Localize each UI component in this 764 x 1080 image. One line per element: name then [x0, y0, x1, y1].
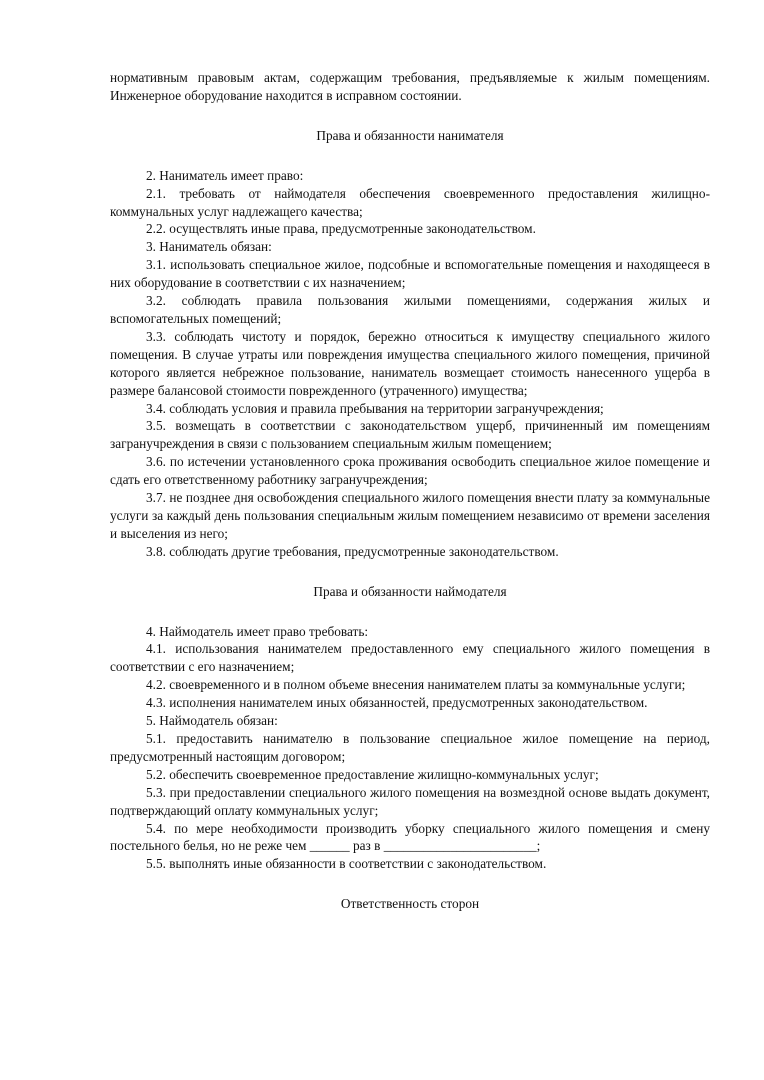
paragraph: 3.2. соблюдать правила пользования жилыми помещениями, содержания жилых и вспомогательных помещений;	[110, 293, 710, 326]
intro-paragraph: нормативным правовым актам, содержащим требования, предъявляемые к жилым помещениям. Инженерное оборудование находится в исправном состоянии.	[110, 70, 710, 103]
paragraph: 2. Наниматель имеет право:	[146, 167, 304, 183]
paragraph: 3.8. соблюдать другие требования, предусмотренные законодательством.	[146, 543, 559, 559]
paragraph: 3.5. возмещать в соответствии с законодательством ущерб, причиненный им помещениям загранучреждения в связи с пользованием специальным жилым помещением;	[110, 418, 710, 452]
paragraph: 3. Наниматель обязан:	[146, 239, 272, 255]
section-heading-landlord: Права и обязанности наймодателя	[313, 583, 507, 599]
section-heading-tenant: Права и обязанности нанимателя	[316, 127, 504, 143]
section-heading-liability: Ответственность сторон	[340, 896, 480, 912]
paragraph: 3.1. использовать специальное жилое, подсобные и вспомогательные помещения и находящееся в них оборудование в соответствии с их назначением;	[110, 257, 710, 291]
paragraph: 5.4. по мере необходимости производить уборку специального жилого помещения и смену постельного белья, но не реже чем ______ раз в _______________________;	[110, 820, 710, 854]
paragraph: 3.3. соблюдать чистоту и порядок, бережно относиться к имуществу специального жилого помещения. В случае утраты или повреждения имущества специального жилого помещения, причиной которого является небрежное пользование, наниматель возмещает стоимость нанесенного ущерба в размере балансовой стоимости поврежденного (утраченного) имущества;	[110, 328, 710, 398]
paragraph: 3.4. соблюдать условия и правила пребывания на территории загранучреждения;	[146, 400, 604, 416]
paragraph: 4. Наймодатель имеет право требовать:	[146, 623, 369, 639]
paragraph: 4.3. исполнения нанимателем иных обязанностей, предусмотренных законодательством.	[146, 695, 648, 711]
paragraph: 4.1. использования нанимателем предоставленного ему специального жилого помещения в соответствии с его назначением;	[110, 641, 710, 675]
paragraph: 4.2. своевременного и в полном объеме внесения нанимателем платы за коммунальные услуги;	[146, 677, 686, 693]
paragraph: 5.1. предоставить нанимателю в пользование специальное жилое помещение на период, предусмотренный настоящим договором;	[110, 731, 710, 764]
paragraph: 5.3. при предоставлении специального жилого помещения на возмездной основе выдать документ, подтверждающий оплату коммунальных услуг;	[110, 784, 710, 818]
paragraph: 3.7. не позднее дня освобождения специального жилого помещения внести плату за коммунальные услуги за каждый день пользования специальным жилым помещением независимо от времени заселения и выселения из него;	[110, 490, 710, 541]
paragraph: 5.5. выполнять иные обязанности в соответствии с законодательством.	[146, 856, 547, 872]
paragraph: 5.2. обеспечить своевременное предоставление жилищно-коммунальных услуг;	[146, 766, 599, 782]
paragraph: 2.2. осуществлять иные права, предусмотренные законодательством.	[146, 221, 536, 237]
document-body	[110, 69, 710, 913]
paragraph: 5. Наймодатель обязан:	[146, 713, 278, 729]
paragraph: 2.1. требовать от наймодателя обеспечения своевременного предоставления жилищно-коммунальных услуг надлежащего качества;	[110, 185, 710, 219]
paragraph: 3.6. по истечении установленного срока проживания освободить специальное жилое помещение и сдать его ответственному работнику загранучреждения;	[110, 454, 710, 488]
